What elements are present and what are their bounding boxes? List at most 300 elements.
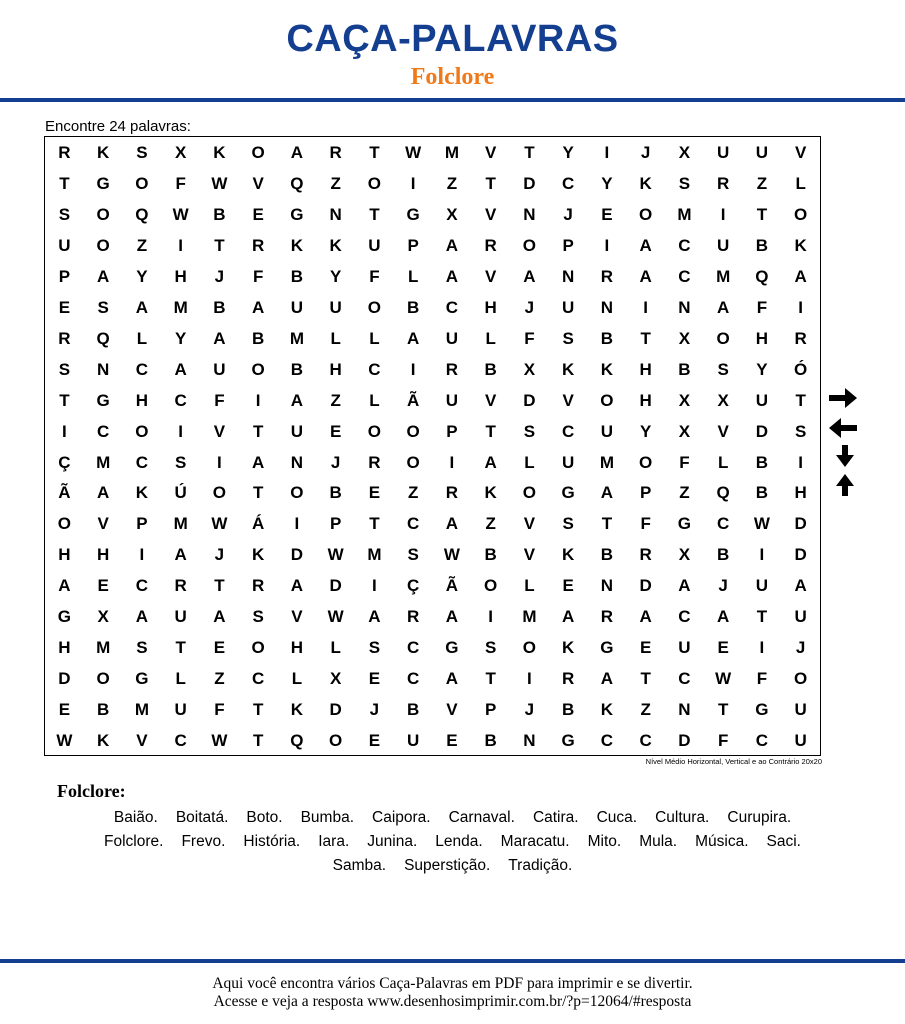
grid-letter: L	[175, 669, 186, 689]
grid-letter: O	[251, 638, 265, 658]
word-list-item: Frevo.	[181, 833, 226, 850]
grid-letter: K	[562, 359, 575, 379]
grid-letter: K	[329, 235, 342, 255]
grid-letter: Z	[407, 483, 419, 503]
grid-letter: O	[96, 669, 110, 689]
grid-letter: B	[407, 297, 420, 317]
grid-letter: I	[217, 452, 222, 472]
grid-letter: O	[522, 483, 537, 503]
grid-letter: Ó	[794, 359, 808, 379]
grid-letter: W	[405, 143, 422, 162]
grid-letter: A	[445, 607, 459, 627]
grid-row	[45, 230, 820, 261]
grid-letter: A	[252, 452, 265, 472]
grid-letter: V	[97, 514, 109, 534]
grid-letter: A	[368, 607, 381, 627]
grid-letter: E	[601, 204, 613, 224]
grid-letter: A	[717, 607, 730, 627]
grid-letter: B	[678, 359, 691, 379]
grid-letter: B	[213, 204, 226, 224]
grid-letter: B	[484, 545, 497, 565]
grid-letter: B	[755, 483, 769, 503]
grid-letter: J	[214, 545, 225, 565]
grid-letter: K	[639, 173, 652, 193]
grid-letter: R	[174, 576, 187, 596]
grid-letter: U	[600, 421, 614, 441]
grid-letter: M	[444, 143, 459, 162]
grid-letter: U	[290, 421, 304, 441]
grid-letter: J	[214, 266, 225, 286]
grid-row	[45, 694, 820, 725]
grid-letter: C	[135, 359, 149, 379]
grid-letter: L	[717, 452, 729, 472]
grid-letter: Y	[174, 328, 187, 348]
grid-letter: P	[407, 235, 419, 255]
grid-letter: A	[213, 328, 226, 348]
grid-letter: K	[290, 700, 304, 720]
grid-letter: E	[58, 297, 71, 317]
grid-letter: I	[798, 452, 804, 472]
grid-letter: B	[600, 545, 614, 565]
word-list-item: Cultura.	[655, 809, 710, 826]
grid-letter: I	[720, 204, 726, 224]
grid-row	[45, 199, 820, 230]
grid-letter: B	[290, 266, 304, 286]
grid-letter: M	[134, 700, 149, 720]
grid-row	[45, 416, 820, 447]
grid-letter: B	[252, 328, 265, 348]
grid-letter: O	[639, 452, 653, 472]
grid-letter: V	[717, 421, 729, 441]
grid-letter: H	[639, 390, 652, 410]
grid-row	[45, 168, 820, 199]
grid-letter: F	[369, 266, 380, 286]
grid-letter: O	[135, 421, 149, 441]
grid-letter: O	[367, 297, 382, 317]
grid-row	[45, 663, 820, 694]
grid-letter: L	[407, 266, 419, 286]
grid-letter: A	[794, 576, 807, 596]
word-list-item: Boto.	[246, 809, 283, 826]
grid-letter: K	[794, 235, 807, 255]
grid-letter: O	[484, 576, 498, 596]
grid-letter: T	[524, 143, 535, 162]
word-list-line	[0, 809, 905, 827]
grid-letter: G	[96, 390, 110, 410]
grid-letter: O	[600, 390, 614, 410]
grid-letter: Q	[290, 173, 304, 193]
grid-letter: C	[135, 452, 149, 472]
word-list-item: Lenda.	[435, 833, 483, 850]
grid-letter: S	[252, 607, 264, 627]
grid-letter: U	[58, 235, 71, 255]
grid-letter: A	[135, 297, 149, 317]
grid-row	[45, 508, 820, 539]
grid-letter: N	[600, 576, 614, 596]
grid-letter: R	[329, 143, 342, 162]
grid-letter: Y	[136, 266, 148, 286]
grid-letter: A	[639, 607, 652, 627]
grid-letter: A	[290, 143, 304, 162]
grid-letter: B	[484, 359, 497, 379]
grid-row	[45, 477, 820, 508]
grid-letter: A	[600, 483, 614, 503]
grid-letter: X	[97, 607, 109, 627]
grid-letter: I	[372, 576, 377, 596]
grid-letter: A	[213, 607, 226, 627]
grid-letter: T	[369, 204, 380, 224]
word-list-item: Iara.	[318, 833, 350, 850]
grid-letter: F	[640, 514, 651, 534]
grid-letter: K	[600, 700, 614, 720]
grid-letter: T	[485, 421, 496, 441]
grid-letter: L	[524, 576, 535, 596]
grid-letter: Á	[252, 514, 265, 534]
grid-letter: R	[445, 483, 459, 503]
word-list-title: Folclore:	[57, 781, 126, 801]
grid-letter: U	[407, 731, 420, 751]
grid-letter: Z	[136, 235, 148, 255]
grid-letter: B	[213, 297, 226, 317]
grid-letter: F	[679, 452, 690, 472]
word-list-item: Superstição.	[404, 857, 491, 874]
word-list-item: Cuca.	[596, 809, 638, 826]
grid-letter: U	[717, 235, 730, 255]
grid-letter: C	[678, 669, 691, 689]
grid-letter: B	[407, 700, 420, 720]
grid-letter: B	[600, 328, 614, 348]
grid-letter: O	[406, 452, 420, 472]
grid-letter: P	[639, 483, 652, 503]
grid-letter: J	[524, 700, 535, 720]
grid-letter: O	[367, 173, 382, 193]
grid-letter: Ú	[174, 483, 187, 503]
grid-letter: A	[407, 328, 420, 348]
grid-letter: B	[97, 700, 110, 720]
grid-letter: W	[327, 607, 344, 627]
grid-letter: A	[445, 266, 459, 286]
grid-letter: O	[367, 421, 382, 441]
grid-letter: I	[255, 390, 261, 410]
grid-letter: A	[252, 297, 265, 317]
grid-letter: Ã	[407, 390, 420, 410]
grid-letter: J	[524, 297, 535, 317]
grid-row	[45, 292, 820, 323]
grid-letter: U	[794, 700, 807, 720]
grid-letter: F	[252, 266, 264, 286]
grid-letter: C	[678, 235, 691, 255]
grid-letter: U	[290, 297, 304, 317]
grid-letter: W	[715, 669, 732, 689]
grid-letter: R	[252, 235, 265, 255]
grid-letter: G	[600, 638, 614, 658]
grid-letter: I	[410, 359, 416, 379]
grid-letter: C	[97, 421, 110, 441]
grid-letter: T	[252, 483, 264, 503]
grid-letter: C	[368, 359, 381, 379]
grid-letter: S	[58, 359, 71, 379]
grid-letter: A	[523, 266, 536, 286]
grid-letter: A	[678, 576, 691, 596]
grid-letter: Z	[485, 514, 496, 534]
grid-letter: T	[640, 328, 651, 348]
grid-letter: V	[213, 421, 226, 441]
grid-letter: A	[445, 669, 459, 689]
grid-row	[45, 354, 820, 385]
grid-letter: P	[329, 514, 342, 534]
grid-letter: H	[639, 359, 652, 379]
grid-letter: O	[639, 204, 653, 224]
grid-letter: P	[484, 700, 497, 720]
grid-letter: N	[523, 204, 536, 224]
grid-letter: A	[290, 576, 304, 596]
grid-letter: C	[562, 421, 575, 441]
grid-letter: L	[291, 669, 303, 689]
grid-letter: U	[213, 359, 226, 379]
grid-letter: A	[97, 266, 110, 286]
grid-letter: T	[252, 421, 264, 441]
grid-letter: C	[407, 669, 420, 689]
grid-letter: V	[484, 390, 497, 410]
grid-letter: N	[290, 452, 304, 472]
arrow-right-icon	[827, 386, 859, 410]
word-list-line	[0, 857, 905, 875]
grid-letter: G	[755, 700, 769, 720]
grid-letter: M	[96, 452, 111, 472]
grid-letter: U	[174, 607, 187, 627]
grid-letter: S	[136, 638, 148, 658]
grid-letter: C	[174, 731, 187, 751]
grid-letter: O	[251, 359, 265, 379]
grid-letter: P	[562, 235, 574, 255]
grid-letter: H	[290, 638, 304, 658]
grid-letter: Z	[330, 390, 341, 410]
grid-letter: W	[753, 514, 770, 534]
grid-letter: V	[484, 266, 497, 286]
grid-letter: I	[449, 452, 455, 472]
grid-letter: S	[136, 143, 148, 162]
grid-letter: A	[135, 607, 149, 627]
word-list-item: Catira.	[532, 809, 579, 826]
grid-letter: X	[678, 143, 691, 162]
grid-letter: I	[798, 297, 804, 317]
grid-letter: S	[58, 204, 71, 224]
grid-letter: A	[717, 297, 730, 317]
grid-letter: C	[717, 514, 730, 534]
grid-row	[45, 447, 820, 478]
grid-letter: B	[290, 359, 304, 379]
grid-letter: T	[795, 390, 806, 410]
grid-letter: Z	[330, 173, 341, 193]
grid-letter: E	[368, 731, 381, 751]
grid-letter: W	[443, 545, 460, 565]
grid-letter: T	[59, 173, 70, 193]
grid-letter: T	[214, 576, 225, 596]
grid-letter: G	[57, 607, 72, 627]
grid-letter: Y	[601, 173, 613, 193]
bottom-divider	[0, 959, 905, 963]
grid-letter: S	[407, 545, 419, 565]
grid-letter: R	[58, 328, 71, 348]
grid-letter: R	[794, 328, 807, 348]
grid-letter: I	[604, 235, 610, 255]
grid-row	[45, 539, 820, 570]
footer-line-2: Acesse e veja a resposta www.desenhosimprimir.com.br/?p=12064/#resposta	[213, 993, 692, 1010]
grid-letter: B	[755, 235, 769, 255]
grid-letter: V	[136, 731, 148, 751]
grid-letter: Z	[214, 669, 225, 689]
grid-letter: S	[562, 514, 574, 534]
word-list-item: Curupira.	[727, 809, 792, 826]
grid-letter: K	[562, 545, 575, 565]
grid-letter: R	[252, 576, 265, 596]
grid-letter: Ç	[58, 452, 71, 472]
grid-letter: D	[794, 514, 807, 534]
grid-letter: X	[446, 204, 458, 224]
word-list-item: Mito.	[587, 833, 622, 850]
word-list-item: Boitatá.	[175, 809, 229, 826]
grid-letter: F	[717, 731, 729, 751]
grid-letter: C	[678, 607, 691, 627]
grid-letter: A	[794, 266, 807, 286]
grid-letter: I	[643, 297, 649, 317]
grid-letter: N	[678, 700, 691, 720]
grid-letter: K	[252, 545, 265, 565]
grid-letter: V	[252, 173, 264, 193]
grid-letter: V	[523, 545, 536, 565]
grid-letter: O	[212, 483, 227, 503]
grid-letter: I	[410, 173, 416, 193]
grid-letter: U	[174, 700, 187, 720]
grid-letter: G	[561, 483, 575, 503]
grid-letter: E	[717, 638, 729, 658]
grid-letter: O	[794, 669, 808, 689]
grid-letter: A	[58, 576, 71, 596]
grid-letter: S	[97, 297, 109, 317]
grid-letter: T	[252, 731, 264, 751]
grid-letter: G	[406, 204, 420, 224]
grid-letter: Ç	[407, 576, 420, 596]
grid-letter: C	[639, 731, 652, 751]
grid-letter: V	[484, 204, 497, 224]
grid-letter: M	[173, 514, 188, 534]
grid-letter: R	[600, 266, 614, 286]
grid-row	[45, 601, 820, 632]
grid-letter: M	[716, 266, 731, 286]
grid-letter: Z	[640, 700, 651, 720]
grid-letter: B	[562, 700, 575, 720]
grid-letter: F	[524, 328, 535, 348]
word-search-grid	[44, 136, 821, 756]
grid-letter: L	[330, 328, 341, 348]
grid-letter: Z	[756, 173, 768, 193]
grid-letter: J	[369, 700, 380, 720]
grid-letter: D	[58, 669, 71, 689]
grid-letter: M	[677, 204, 692, 224]
grid-letter: C	[600, 731, 614, 751]
grid-letter: I	[139, 545, 145, 565]
grid-letter: X	[329, 669, 342, 689]
grid-letter: H	[58, 545, 71, 565]
grid-letter: F	[756, 297, 768, 317]
grid-letter: G	[561, 731, 575, 751]
grid-letter: U	[755, 390, 769, 410]
grid-letter: A	[97, 483, 110, 503]
grid-letter: T	[756, 607, 768, 627]
grid-letter: V	[794, 143, 807, 162]
grid-letter: K	[97, 731, 110, 751]
grid-letter: A	[174, 545, 187, 565]
grid-letter: E	[368, 669, 381, 689]
grid-letter: W	[211, 514, 228, 534]
footer-line-1: Aqui você encontra vários Caça-Palavras em PDF para imprimir e se divertir.	[212, 975, 693, 992]
grid-letter: O	[794, 204, 808, 224]
grid-letter: O	[251, 143, 265, 162]
grid-letter: D	[329, 700, 342, 720]
grid-letter: K	[290, 235, 304, 255]
grid-letter: L	[795, 173, 806, 193]
grid-letter: Z	[446, 173, 458, 193]
grid-letter: G	[96, 173, 110, 193]
grid-letter: E	[368, 483, 381, 503]
word-list-item: Samba.	[332, 857, 387, 874]
grid-letter: D	[523, 173, 536, 193]
grid-row	[45, 323, 820, 354]
grid-letter: T	[601, 514, 613, 534]
grid-letter: R	[58, 143, 71, 162]
grid-letter: K	[135, 483, 149, 503]
grid-letter: X	[174, 143, 187, 162]
grid-letter: D	[639, 576, 652, 596]
grid-letter: T	[756, 204, 768, 224]
grid-letter: U	[717, 143, 730, 162]
grid-letter: U	[794, 731, 807, 751]
grid-letter: S	[484, 638, 497, 658]
grid-letter: W	[56, 731, 73, 751]
grid-letter: S	[717, 359, 729, 379]
grid-letter: J	[563, 204, 573, 224]
grid-letter: O	[96, 235, 110, 255]
grid-letter: D	[329, 576, 342, 596]
grid-letter: U	[368, 235, 381, 255]
grid-letter: I	[178, 421, 184, 441]
grid-letter: F	[175, 173, 186, 193]
grid-row	[45, 725, 820, 756]
grid-letter: O	[406, 421, 420, 441]
grid-letter: F	[756, 669, 768, 689]
grid-letter: O	[329, 731, 343, 751]
grid-letter: W	[211, 173, 228, 193]
grid-letter: H	[135, 390, 149, 410]
grid-letter: H	[484, 297, 497, 317]
grid-letter: X	[678, 390, 691, 410]
grid-letter: X	[678, 421, 691, 441]
grid-letter: E	[58, 700, 71, 720]
grid-letter: M	[599, 452, 614, 472]
grid-letter: R	[600, 607, 614, 627]
grid-letter: U	[562, 452, 575, 472]
grid-letter: N	[97, 359, 110, 379]
grid-letter: Ã	[58, 483, 71, 503]
grid-letter: T	[640, 669, 651, 689]
grid-letter: N	[678, 297, 691, 317]
grid-letter: V	[291, 607, 303, 627]
grid-letter: P	[446, 421, 458, 441]
grid-letter: C	[407, 514, 420, 534]
grid-letter: M	[367, 545, 382, 565]
word-list-item: Baião.	[113, 809, 158, 826]
grid-letter: Y	[756, 359, 768, 379]
